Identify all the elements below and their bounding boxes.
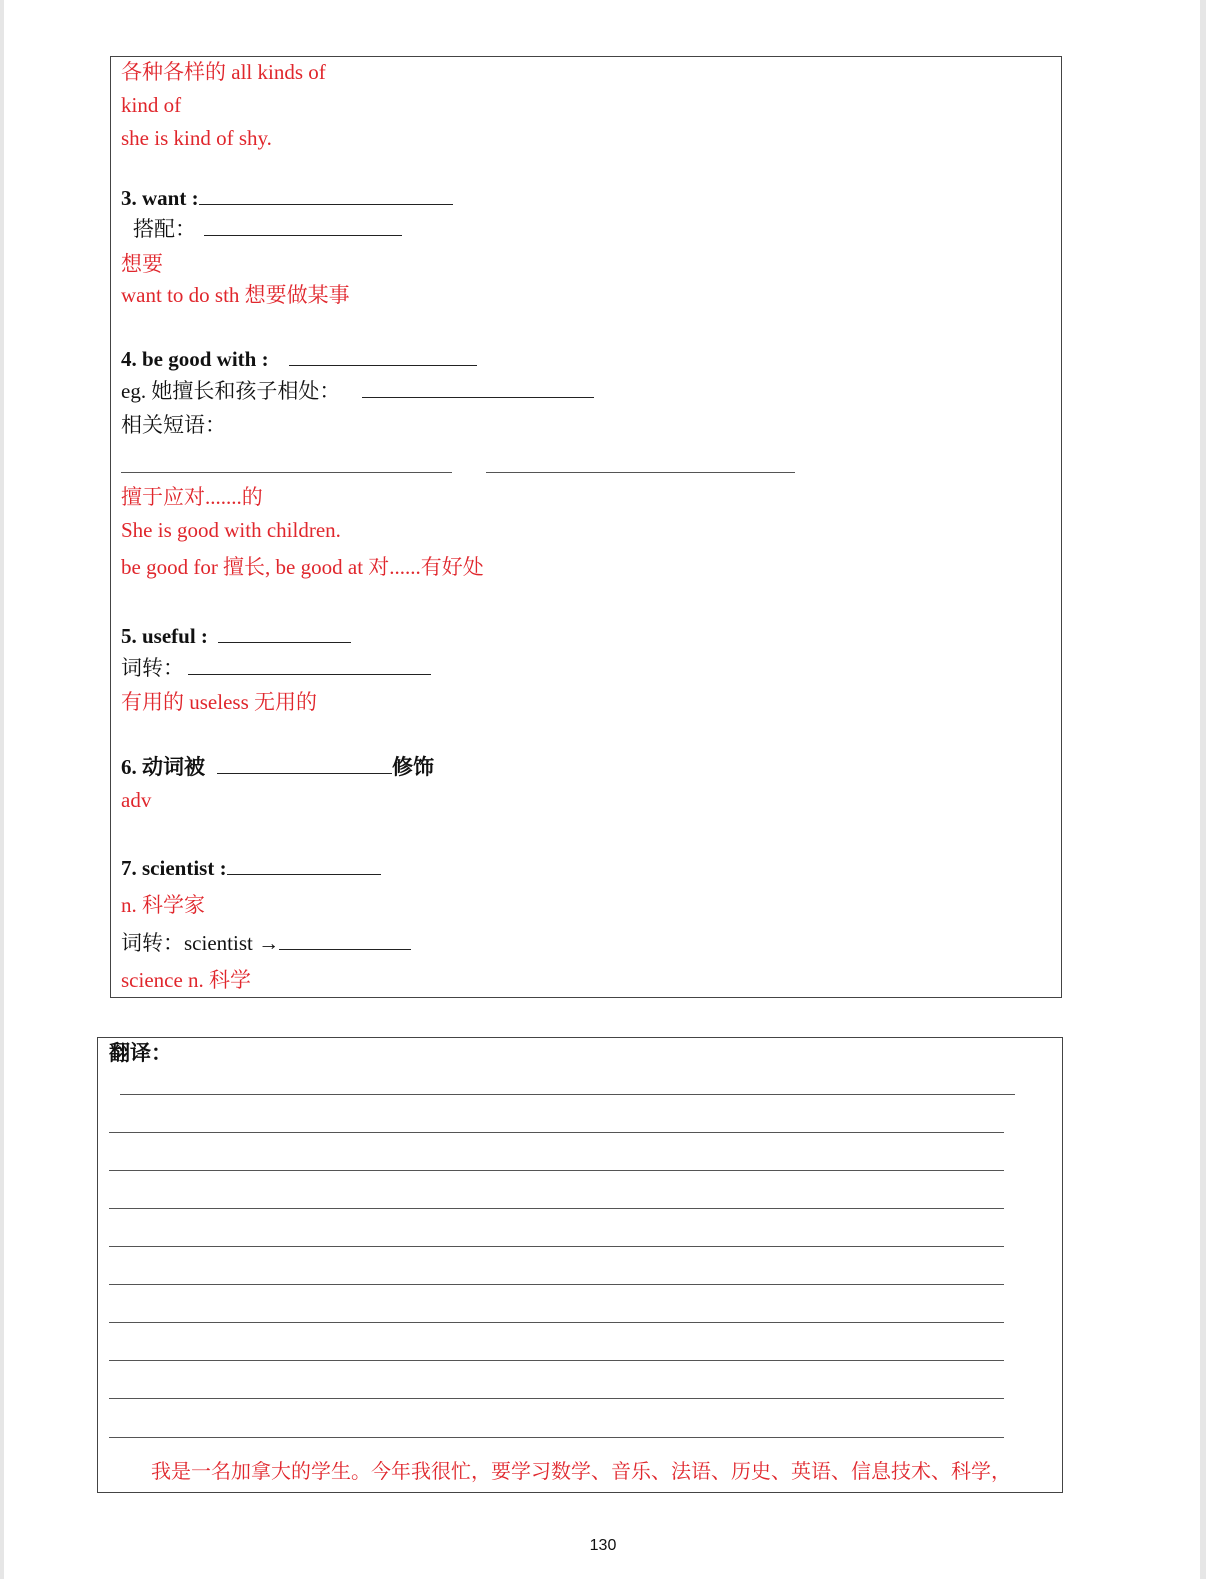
page-number: 130 [589,1537,617,1554]
item-6-heading-post: 修饰 [392,755,434,779]
intro-line-3: she is kind of shy. [121,126,272,150]
item-5-conversion-blank[interactable] [188,656,431,675]
translation-line[interactable] [109,1170,1004,1171]
item-7-conversion-blank[interactable] [279,931,411,950]
item-7-heading [121,856,381,880]
item-4-answer-blank[interactable] [289,347,477,366]
item-5-answer-blank[interactable] [218,624,351,643]
item-4-meaning: 擅于应对.......的 [121,485,263,509]
translation-line[interactable] [120,1094,1015,1095]
translation-line[interactable] [109,1437,1004,1438]
item-6-answer: adv [121,788,152,812]
item-5-heading [121,624,351,648]
item-4-eg [121,379,594,403]
item-3-collocation-label: 搭配： [133,217,196,241]
item-5-conversion-label: 词转： [121,656,184,680]
item-4-eg-blank[interactable] [362,379,594,398]
item-6-heading [121,755,434,779]
page-edge-right [1200,0,1206,1579]
item-5-meaning: 有用的 useless 无用的 [121,690,317,714]
item-7-conversion-text: 词转：scientist → [121,931,280,955]
translation-label: 翻译： [109,1041,172,1065]
item-4-related-blank-2[interactable] [486,472,795,473]
item-7-answer: science n. 科学 [121,968,252,992]
item-5-heading-text: 5. useful : [121,624,208,648]
translation-line[interactable] [109,1132,1004,1133]
item-4-related-blank-1[interactable] [121,472,452,473]
translation-line[interactable] [109,1284,1004,1285]
translation-line[interactable] [109,1398,1004,1399]
item-3-heading [121,186,453,210]
translation-line[interactable] [109,1360,1004,1361]
item-4-phrases: be good for 擅长, be good at 对......有好处 [121,555,484,579]
translation-line[interactable] [109,1208,1004,1209]
item-3-answer-blank[interactable] [199,186,453,205]
intro-line-1: 各种各样的 all kinds of [121,60,326,84]
translation-source-text: 我是一名加拿大的学生。今年我很忙，要学习数学、音乐、法语、历史、英语、信息技术、科学， [151,1461,1011,1483]
page-edge-left [0,0,4,1579]
item-4-heading [121,347,477,371]
translation-box [97,1037,1063,1493]
item-3-meaning: 想要 [121,252,163,276]
item-3-heading-text: 3. want : [121,186,199,210]
item-7-conversion [121,931,411,955]
item-4-eg-text: eg. 她擅长和孩子相处： [121,379,341,403]
translation-line[interactable] [109,1246,1004,1247]
item-4-example: She is good with children. [121,518,341,542]
item-3-collocation-blank[interactable] [204,217,402,236]
item-3-collocation [133,217,402,241]
item-4-related-label: 相关短语： [121,413,226,437]
translation-line[interactable] [109,1322,1004,1323]
item-5-conversion [121,656,431,680]
item-7-heading-text: 7. scientist : [121,856,227,880]
item-6-answer-blank[interactable] [217,755,392,774]
item-4-heading-text: 4. be good with : [121,347,269,371]
item-3-example: want to do sth 想要做某事 [121,283,350,307]
item-7-answer-blank[interactable] [227,856,381,875]
item-7-pos: n. 科学家 [121,893,205,917]
intro-line-2: kind of [121,93,182,117]
item-6-heading-pre: 6. 动词被 [121,755,205,779]
